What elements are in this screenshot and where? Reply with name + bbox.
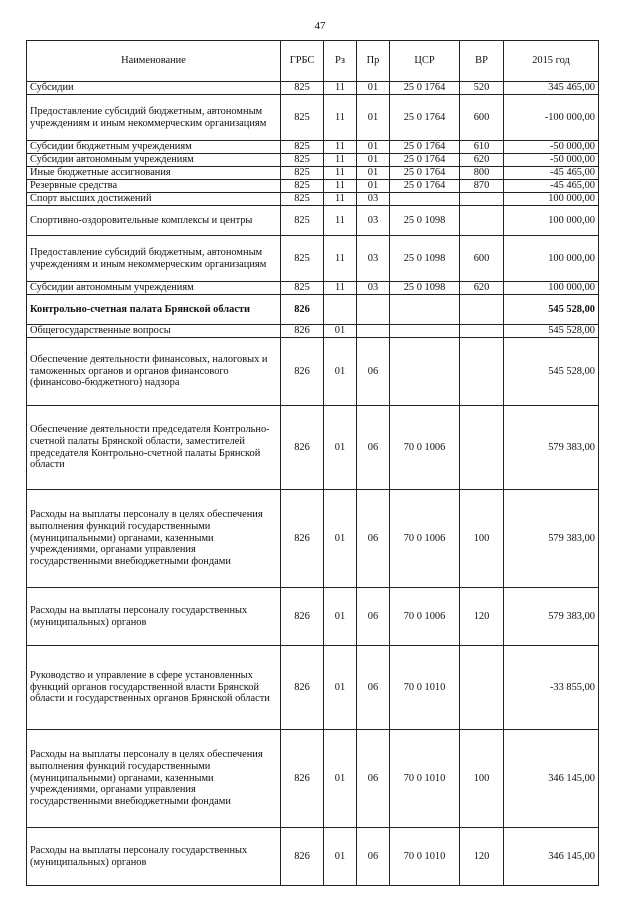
row-rz: 11 <box>324 154 357 167</box>
row-csr <box>390 338 460 406</box>
row-rz: 01 <box>324 646 357 730</box>
row-csr: 70 0 1010 <box>390 828 460 886</box>
row-csr <box>390 295 460 325</box>
row-amount: 346 145,00 <box>504 730 599 828</box>
row-vr: 620 <box>460 282 504 295</box>
row-vr <box>460 206 504 236</box>
row-vr: 620 <box>460 154 504 167</box>
row-name: Общегосударственные вопросы <box>27 325 281 338</box>
row-pr: 06 <box>357 828 390 886</box>
row-vr <box>460 646 504 730</box>
header-name: Наименование <box>27 41 281 82</box>
table-row <box>27 167 599 180</box>
row-name: Резервные средства <box>27 180 281 193</box>
row-pr: 06 <box>357 730 390 828</box>
row-amount: 579 383,00 <box>504 588 599 646</box>
row-grbs: 825 <box>281 206 324 236</box>
row-name: Обеспечение деятельности финансовых, налоговых и таможенных органов и органов финансового (финансово-бюджетного) надзора <box>27 338 281 406</box>
row-grbs: 825 <box>281 236 324 282</box>
row-rz: 01 <box>324 828 357 886</box>
row-pr <box>357 325 390 338</box>
row-amount: -45 465,00 <box>504 180 599 193</box>
row-name: Предоставление субсидий бюджетным, автономным учреждениям и иным некоммерческим организациям <box>27 95 281 141</box>
row-rz: 01 <box>324 338 357 406</box>
row-amount: 100 000,00 <box>504 236 599 282</box>
row-csr: 70 0 1006 <box>390 490 460 588</box>
table-row <box>27 730 599 828</box>
row-amount: -33 855,00 <box>504 646 599 730</box>
row-amount: 346 145,00 <box>504 828 599 886</box>
page-number: 47 <box>314 20 326 32</box>
row-grbs: 826 <box>281 295 324 325</box>
header-amount: 2015 год <box>504 41 599 82</box>
row-grbs: 825 <box>281 282 324 295</box>
row-grbs: 825 <box>281 154 324 167</box>
table-row <box>27 325 599 338</box>
row-csr <box>390 325 460 338</box>
row-pr: 01 <box>357 82 390 95</box>
row-pr: 01 <box>357 141 390 154</box>
table-row <box>27 406 599 490</box>
row-csr: 25 0 1764 <box>390 167 460 180</box>
row-pr: 06 <box>357 588 390 646</box>
row-name: Расходы на выплаты персоналу государственных (муниципальных) органов <box>27 828 281 886</box>
row-csr: 25 0 1764 <box>390 141 460 154</box>
table-row <box>27 828 599 886</box>
row-name: Расходы на выплаты персоналу в целях обеспечения выполнения функций государственными (муниципальными) органами, казенными учреждениями, органами управления государственными внебюджетными фондами <box>27 490 281 588</box>
table-row <box>27 282 599 295</box>
row-rz: 01 <box>324 588 357 646</box>
row-pr: 03 <box>357 193 390 206</box>
row-rz <box>324 295 357 325</box>
table-row <box>27 646 599 730</box>
table-row <box>27 154 599 167</box>
row-vr: 610 <box>460 141 504 154</box>
row-vr <box>460 193 504 206</box>
row-vr: 100 <box>460 730 504 828</box>
row-amount: 545 528,00 <box>504 338 599 406</box>
table-row <box>27 180 599 193</box>
table-row <box>27 141 599 154</box>
header-csr: ЦСР <box>390 41 460 82</box>
table-row <box>27 95 599 141</box>
row-amount: -50 000,00 <box>504 154 599 167</box>
row-csr: 25 0 1764 <box>390 82 460 95</box>
row-rz: 11 <box>324 82 357 95</box>
header-rz: Рз <box>324 41 357 82</box>
row-rz: 11 <box>324 206 357 236</box>
row-csr: 25 0 1764 <box>390 180 460 193</box>
row-csr: 25 0 1098 <box>390 206 460 236</box>
row-grbs: 826 <box>281 325 324 338</box>
row-vr: 800 <box>460 167 504 180</box>
row-pr: 03 <box>357 206 390 236</box>
row-grbs: 825 <box>281 95 324 141</box>
row-name: Контрольно-счетная палата Брянской области <box>27 295 281 325</box>
row-grbs: 826 <box>281 588 324 646</box>
row-grbs: 826 <box>281 828 324 886</box>
row-grbs: 826 <box>281 646 324 730</box>
table-row <box>27 490 599 588</box>
row-pr: 03 <box>357 236 390 282</box>
row-name: Субсидии автономным учреждениям <box>27 154 281 167</box>
row-vr: 120 <box>460 588 504 646</box>
row-pr: 03 <box>357 282 390 295</box>
table-header-row <box>27 41 599 82</box>
table-row <box>27 82 599 95</box>
row-vr: 100 <box>460 490 504 588</box>
row-rz: 01 <box>324 730 357 828</box>
row-name: Предоставление субсидий бюджетным, автономным учреждениям и иным некоммерческим организациям <box>27 236 281 282</box>
row-name: Субсидии бюджетным учреждениям <box>27 141 281 154</box>
row-rz: 11 <box>324 167 357 180</box>
row-grbs: 825 <box>281 193 324 206</box>
row-grbs: 825 <box>281 180 324 193</box>
row-name: Спортивно-оздоровительные комплексы и центры <box>27 206 281 236</box>
row-grbs: 825 <box>281 167 324 180</box>
row-pr: 06 <box>357 490 390 588</box>
row-rz: 01 <box>324 325 357 338</box>
row-csr: 25 0 1098 <box>390 236 460 282</box>
row-pr <box>357 295 390 325</box>
row-amount: 579 383,00 <box>504 490 599 588</box>
row-name: Расходы на выплаты персоналу в целях обеспечения выполнения функций государственными (муниципальными) органами, казенными учреждениями, органами управления государственными внебюджетными фондами <box>27 730 281 828</box>
row-amount: 545 528,00 <box>504 325 599 338</box>
row-csr: 25 0 1764 <box>390 154 460 167</box>
row-vr: 520 <box>460 82 504 95</box>
row-amount: -50 000,00 <box>504 141 599 154</box>
row-name: Руководство и управление в сфере установленных функций органов государственной власти Брянской области и государственных органов Брянской области <box>27 646 281 730</box>
row-amount: 100 000,00 <box>504 193 599 206</box>
row-grbs: 825 <box>281 141 324 154</box>
row-vr <box>460 325 504 338</box>
row-csr: 25 0 1098 <box>390 282 460 295</box>
row-name: Спорт высших достижений <box>27 193 281 206</box>
table-row <box>27 206 599 236</box>
table-body <box>27 82 599 886</box>
row-rz: 11 <box>324 95 357 141</box>
row-amount: -100 000,00 <box>504 95 599 141</box>
row-amount: 100 000,00 <box>504 282 599 295</box>
header-grbs: ГРБС <box>281 41 324 82</box>
header-pr: Пр <box>357 41 390 82</box>
row-csr <box>390 193 460 206</box>
row-grbs: 826 <box>281 406 324 490</box>
row-pr: 01 <box>357 180 390 193</box>
table-row <box>27 588 599 646</box>
row-grbs: 826 <box>281 490 324 588</box>
row-csr: 70 0 1006 <box>390 588 460 646</box>
row-amount: -45 465,00 <box>504 167 599 180</box>
row-vr: 600 <box>460 236 504 282</box>
row-csr: 25 0 1764 <box>390 95 460 141</box>
row-csr: 70 0 1006 <box>390 406 460 490</box>
header-vr: ВР <box>460 41 504 82</box>
row-vr <box>460 338 504 406</box>
row-pr: 06 <box>357 646 390 730</box>
row-rz: 11 <box>324 141 357 154</box>
table-row <box>27 338 599 406</box>
table-row <box>27 236 599 282</box>
row-name: Субсидии автономным учреждениям <box>27 282 281 295</box>
row-name: Субсидии <box>27 82 281 95</box>
row-csr: 70 0 1010 <box>390 730 460 828</box>
row-name: Иные бюджетные ассигнования <box>27 167 281 180</box>
row-rz: 01 <box>324 490 357 588</box>
row-pr: 01 <box>357 167 390 180</box>
row-pr: 01 <box>357 154 390 167</box>
row-pr: 01 <box>357 95 390 141</box>
row-pr: 06 <box>357 406 390 490</box>
row-vr: 870 <box>460 180 504 193</box>
row-amount: 345 465,00 <box>504 82 599 95</box>
row-vr: 120 <box>460 828 504 886</box>
table-row <box>27 295 599 325</box>
row-amount: 100 000,00 <box>504 206 599 236</box>
row-rz: 11 <box>324 282 357 295</box>
row-grbs: 825 <box>281 82 324 95</box>
row-rz: 11 <box>324 193 357 206</box>
row-name: Обеспечение деятельности председателя Контрольно-счетной палаты Брянской области, заместителей председателя Контрольно-счетной палаты Брянской области <box>27 406 281 490</box>
row-rz: 01 <box>324 406 357 490</box>
row-vr: 600 <box>460 95 504 141</box>
row-pr: 06 <box>357 338 390 406</box>
row-csr: 70 0 1010 <box>390 646 460 730</box>
row-vr <box>460 295 504 325</box>
row-amount: 579 383,00 <box>504 406 599 490</box>
row-grbs: 826 <box>281 730 324 828</box>
row-rz: 11 <box>324 236 357 282</box>
row-vr <box>460 406 504 490</box>
row-grbs: 826 <box>281 338 324 406</box>
table-row <box>27 193 599 206</box>
row-name: Расходы на выплаты персоналу государственных (муниципальных) органов <box>27 588 281 646</box>
budget-table <box>26 40 599 886</box>
row-amount: 545 528,00 <box>504 295 599 325</box>
row-rz: 11 <box>324 180 357 193</box>
